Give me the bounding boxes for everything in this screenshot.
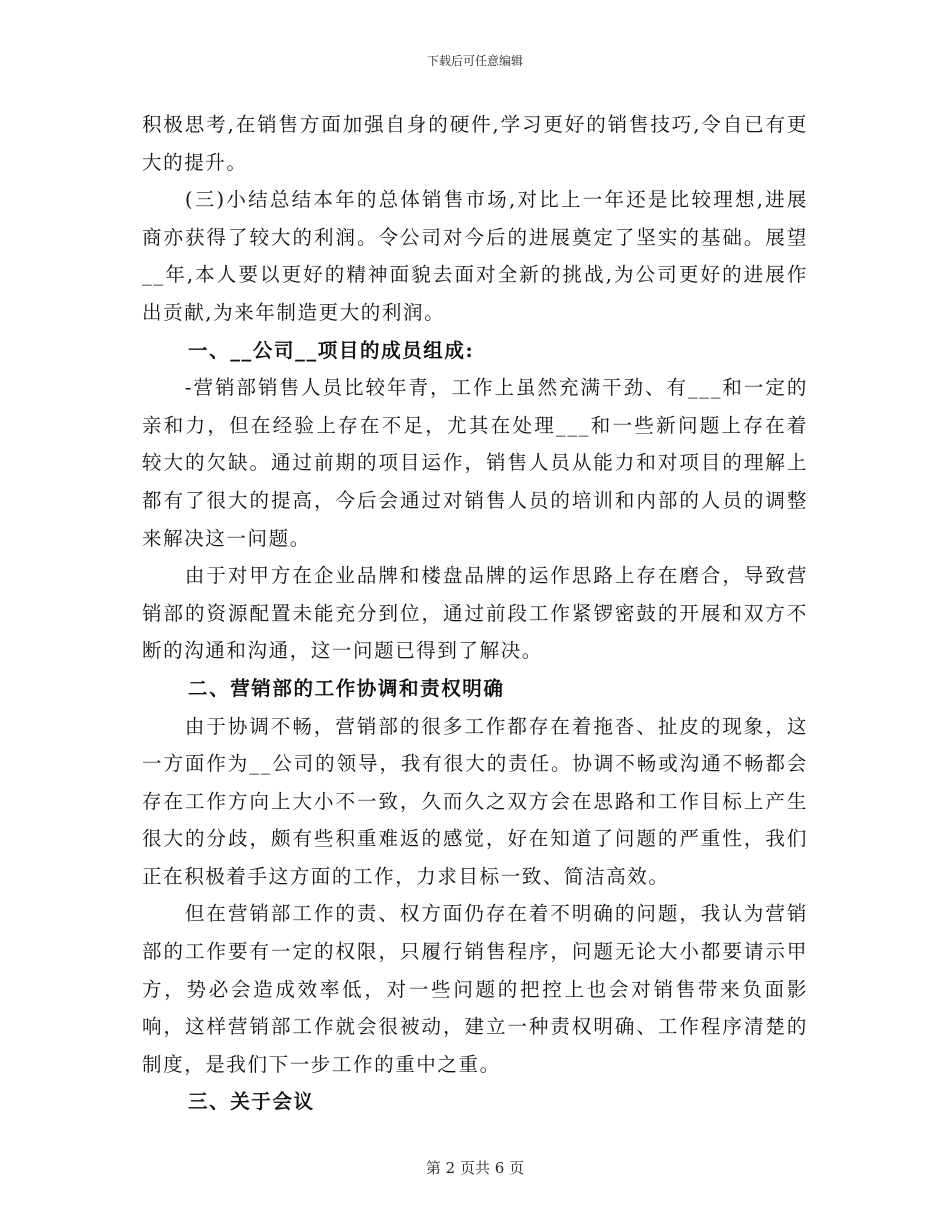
paragraph: 积极思考,在销售方面加强自身的硬件,学习更好的销售技巧,令自已有更大的提升。 [142, 113, 808, 174]
paragraph: (三)小结总结本年的总体销售市场,对比上一年还是比较理想,进展商亦获得了较大的利润。令公司对今后的进展奠定了坚实的基础。展望__年,本人要以更好的精神面貌去面对全新的挑战,为公司更好的进展作出贡献,为来年制造更大的利润。 [142, 188, 808, 324]
section-heading: 三、关于会议 [188, 1090, 315, 1114]
paragraph: -营销部销售人员比较年青，工作上虽然充满干劲、有___和一定的亲和力，但在经验上存在不足，尤其在处理___和一些新问题上存在着较大的欠缺。通过前期的项目运作，销售人员从能力和对项目的理解上都有了很大的提高，今后会通过对销售人员的培训和内部的人员的调整来解决这一问题。 [142, 376, 808, 550]
section-heading: 一、__公司__项目的成员组成: [188, 338, 475, 362]
section-heading: 二、营销部的工作协调和责权明确 [188, 676, 505, 700]
page-footer: 第 2 页共 6 页 [425, 1159, 525, 1177]
page-header: 下载后可任意编辑 [426, 54, 523, 68]
paragraph: 但在营销部工作的责、权方面仍存在着不明确的问题，我认为营销部的工作要有一定的权限，只履行销售程序，问题无论大小都要请示甲方，势必会造成效率低，对一些问题的把控上也会对销售带来负面影响，这样营销部工作就会很被动，建立一种责权明确、工作程序清楚的制度，是我们下一步工作的重中之重。 [142, 902, 808, 1076]
document-body [142, 106, 808, 1121]
paragraph: 由于协调不畅，营销部的很多工作都存在着拖沓、扯皮的现象，这一方面作为__公司的领导，我有很大的责任。协调不畅或沟通不畅都会存在工作方向上大小不一致，久而久之双方会在思路和工作目标上产生很大的分歧，颇有些积重难返的感觉，好在知道了问题的严重性，我们正在积极着手这方面的工作，力求目标一致、简洁高效。 [142, 714, 808, 888]
paragraph: 由于对甲方在企业品牌和楼盘品牌的运作思路上存在磨合，导致营销部的资源配置未能充分到位，通过前段工作紧锣密鼓的开展和双方不断的沟通和沟通，这一问题已得到了解决。 [142, 564, 808, 663]
